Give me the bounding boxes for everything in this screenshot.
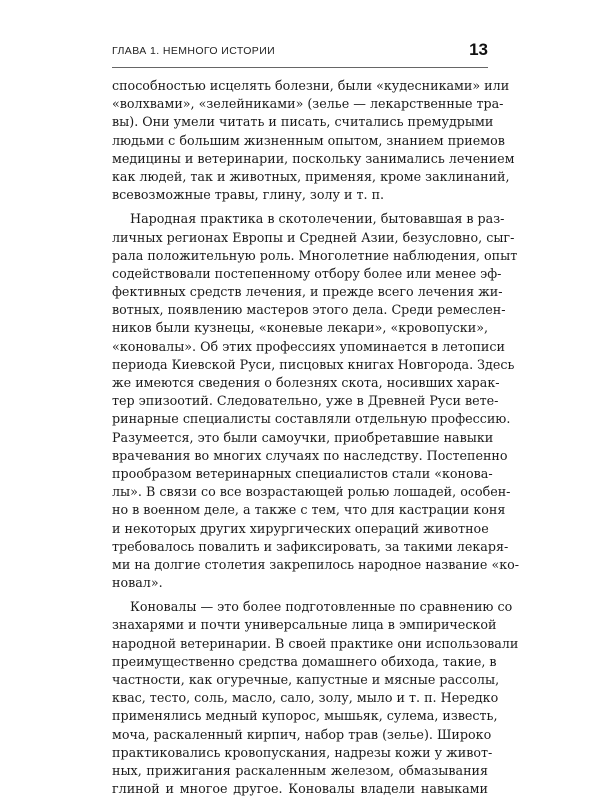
text-line: применялись медный купорос, мышьяк, сулема, известь, (112, 708, 498, 724)
page-number: 13 (469, 40, 488, 59)
text-line: лы». В связи со все возрастающей ролью лошадей, особен- (112, 484, 511, 500)
text-line: вы). Они умели читать и писать, считались премудрыми (112, 114, 494, 130)
text-line: как людей, так и животных, применяя, кроме заклинаний, (112, 168, 510, 184)
text-line: частности, как огуречные, капустные и мясные рассолы, (112, 672, 500, 687)
text-line: требовалось повалить и зафиксировать, за такими лекаря- (112, 538, 509, 554)
text-line: Разумеется, это были самоучки, приобретавшие навыки (112, 429, 494, 445)
paragraph-1 (112, 77, 515, 204)
text-line: моча, раскаленный кирпич, набор трав (зелье). Широко (112, 726, 492, 742)
text-line: ных, прижигания раскаленным железом, обмазывания (112, 762, 488, 778)
text-line: способностью исцелять болезни, были «кудесниками» или (112, 78, 510, 93)
text-line: рала положительную роль. Многолетние наблюдения, опыт (112, 247, 518, 263)
text-line: «волхвами», «зелейниками» (зелье — лекарственные тра- (112, 96, 504, 112)
text-line: содействовали постепенному отбору более или менее эф- (112, 265, 502, 281)
text-line: Коновалы — это более подготовленные по сравнению со (130, 599, 513, 615)
text-line: народной ветеринарии. В своей практике они использовали (112, 635, 519, 651)
body-text (112, 77, 520, 798)
paragraph-3 (112, 598, 519, 798)
text-line: ников были кузнецы, «коневые лекари», «кровопуски», (112, 320, 488, 336)
text-line: но в военном деле, а также с тем, что для кастрации коня (112, 502, 506, 518)
text-line: и некоторых других хирургических операций животное (112, 520, 489, 536)
text-line: медицины и ветеринарии, поскольку занимались лечением (112, 150, 515, 166)
text-line: Народная практика в скотолечении, бытовавшая в раз- (130, 211, 505, 227)
header-rule (112, 67, 488, 68)
text-line: глиной и многое другое. Коновалы владели навыками (112, 781, 488, 797)
text-line: вотных, появлению мастеров этого дела. Среди ремеслен- (112, 302, 506, 318)
text-line: всевозможные травы, глину, золу и т. п. (112, 187, 385, 203)
chapter-title: ГЛАВА 1. НЕМНОГО ИСТОРИИ (112, 45, 276, 57)
text-line: тер эпизоотий. Следовательно, уже в Древней Руси вете- (112, 393, 499, 409)
text-line: личных регионах Европы и Средней Азии, безусловно, сыг- (112, 229, 515, 245)
text-line: ринарные специалисты составляли отдельную профессию. (112, 411, 511, 427)
text-line: людьми с большим жизненным опытом, знанием приемов (112, 132, 505, 148)
text-line: новал». (112, 575, 163, 591)
running-header (112, 40, 488, 64)
text-line: прообразом ветеринарных специалистов стали «конова- (112, 465, 493, 481)
paragraph-2 (112, 210, 520, 592)
text-line: периода Киевской Руси, писцовых книгах Новгорода. Здесь (112, 356, 515, 372)
text-line: практиковались кровопускания, надрезы кожи у живот- (112, 744, 493, 760)
text-line: преимущественно средства домашнего обихода, такие, в (112, 653, 497, 669)
text-line: «коновалы». Об этих профессиях упоминается в летописи (112, 338, 505, 354)
text-line: знахарями и почти универсальные лица в эмпирической (112, 617, 497, 633)
text-line: квас, тесто, соль, масло, сало, золу, мыло и т. п. Нередко (112, 690, 499, 706)
text-line: ми на долгие столетия закрепилось народное название «ко- (112, 556, 520, 572)
text-line: же имеются сведения о болезнях скота, носивших харак- (112, 375, 500, 390)
text-line: врачевания во многих случаях по наследству. Постепенно (112, 447, 508, 463)
text-line: фективных средств лечения, и прежде всего лечения жи- (112, 284, 503, 300)
